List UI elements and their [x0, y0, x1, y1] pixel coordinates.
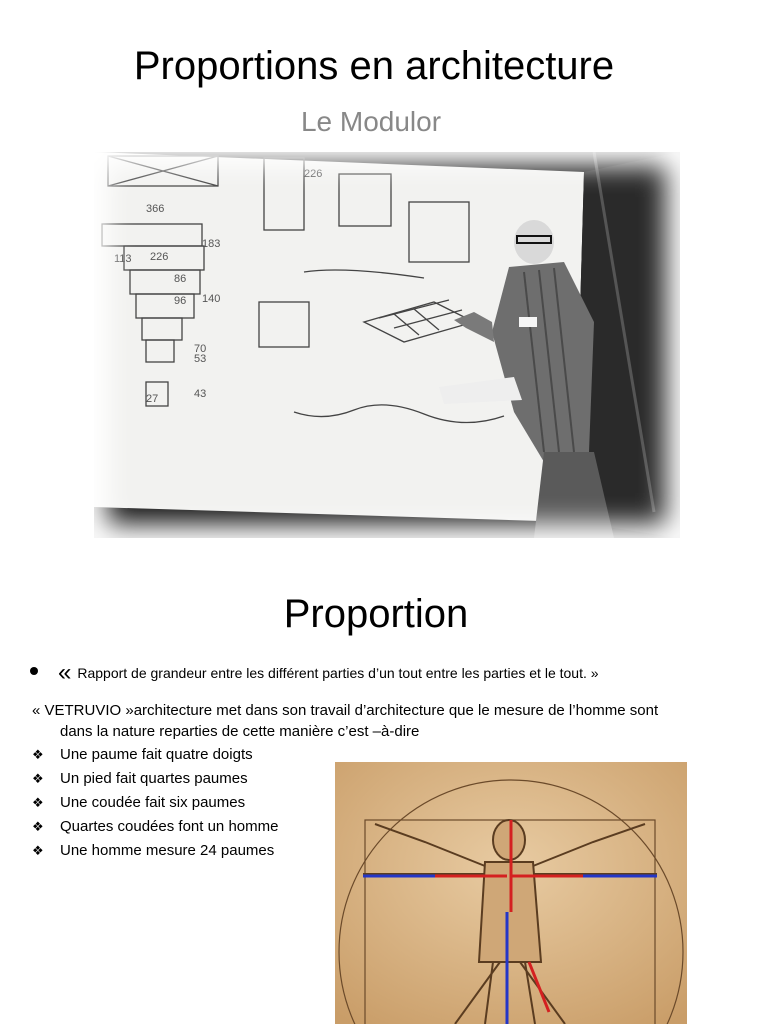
svg-text:113: 113 [114, 253, 132, 265]
svg-text:226: 226 [150, 251, 169, 263]
le-corbusier-photo [94, 152, 680, 538]
photo-illustration [94, 152, 680, 538]
slide-title: Proportions en architecture [133, 44, 615, 88]
svg-text:53: 53 [194, 353, 207, 365]
list-item-text: Une paume fait quatre doigts [60, 746, 253, 763]
svg-text:183: 183 [202, 238, 221, 250]
vetruvio-line-2: dans la nature reparties de cette manière c’est –à-dire [60, 723, 420, 740]
svg-text:86: 86 [174, 273, 187, 285]
list-item [32, 743, 332, 767]
svg-text:366: 366 [146, 203, 165, 215]
list-item [32, 767, 332, 791]
list-item [32, 815, 332, 839]
vitruvian-man-image [335, 762, 687, 1024]
slide-subtitle: Le Modulor [300, 106, 442, 137]
diamond-bullet-icon: ❖ [32, 843, 44, 858]
section-title: Proportion [283, 592, 469, 636]
list-item-text: Quartes coudées font un homme [60, 818, 279, 835]
svg-text:43: 43 [194, 388, 207, 400]
open-quote-mark: « [58, 659, 72, 686]
list-item-text: Un pied fait quartes paumes [60, 770, 248, 787]
quote-text: Rapport de grandeur entre les différent parties d’un tout entre les parties et le tout. » [77, 665, 599, 681]
svg-text:70: 70 [194, 343, 207, 355]
vitruvian-illustration [335, 762, 687, 1024]
proportion-list [32, 743, 332, 863]
svg-text:140: 140 [202, 293, 221, 305]
svg-text:96: 96 [174, 295, 187, 307]
diamond-bullet-icon: ❖ [32, 795, 44, 810]
list-item [32, 839, 332, 863]
diamond-bullet-icon: ❖ [32, 819, 44, 834]
diamond-bullet-icon: ❖ [32, 771, 44, 786]
vetruvio-paragraph [32, 700, 732, 742]
list-item-text: Une coudée fait six paumes [60, 794, 246, 811]
svg-text:27: 27 [146, 393, 159, 405]
bullet-dot-icon [30, 667, 38, 675]
list-item [32, 791, 332, 815]
list-item-text: Une homme mesure 24 paumes [60, 842, 275, 859]
vetruvio-line-1: « VETRUVIO »architecture met dans son travail d’architecture que le mesure de l’homme sont [32, 702, 659, 719]
svg-text:226: 226 [304, 168, 323, 180]
diamond-bullet-icon: ❖ [32, 747, 44, 762]
quote-bullet [30, 659, 750, 686]
